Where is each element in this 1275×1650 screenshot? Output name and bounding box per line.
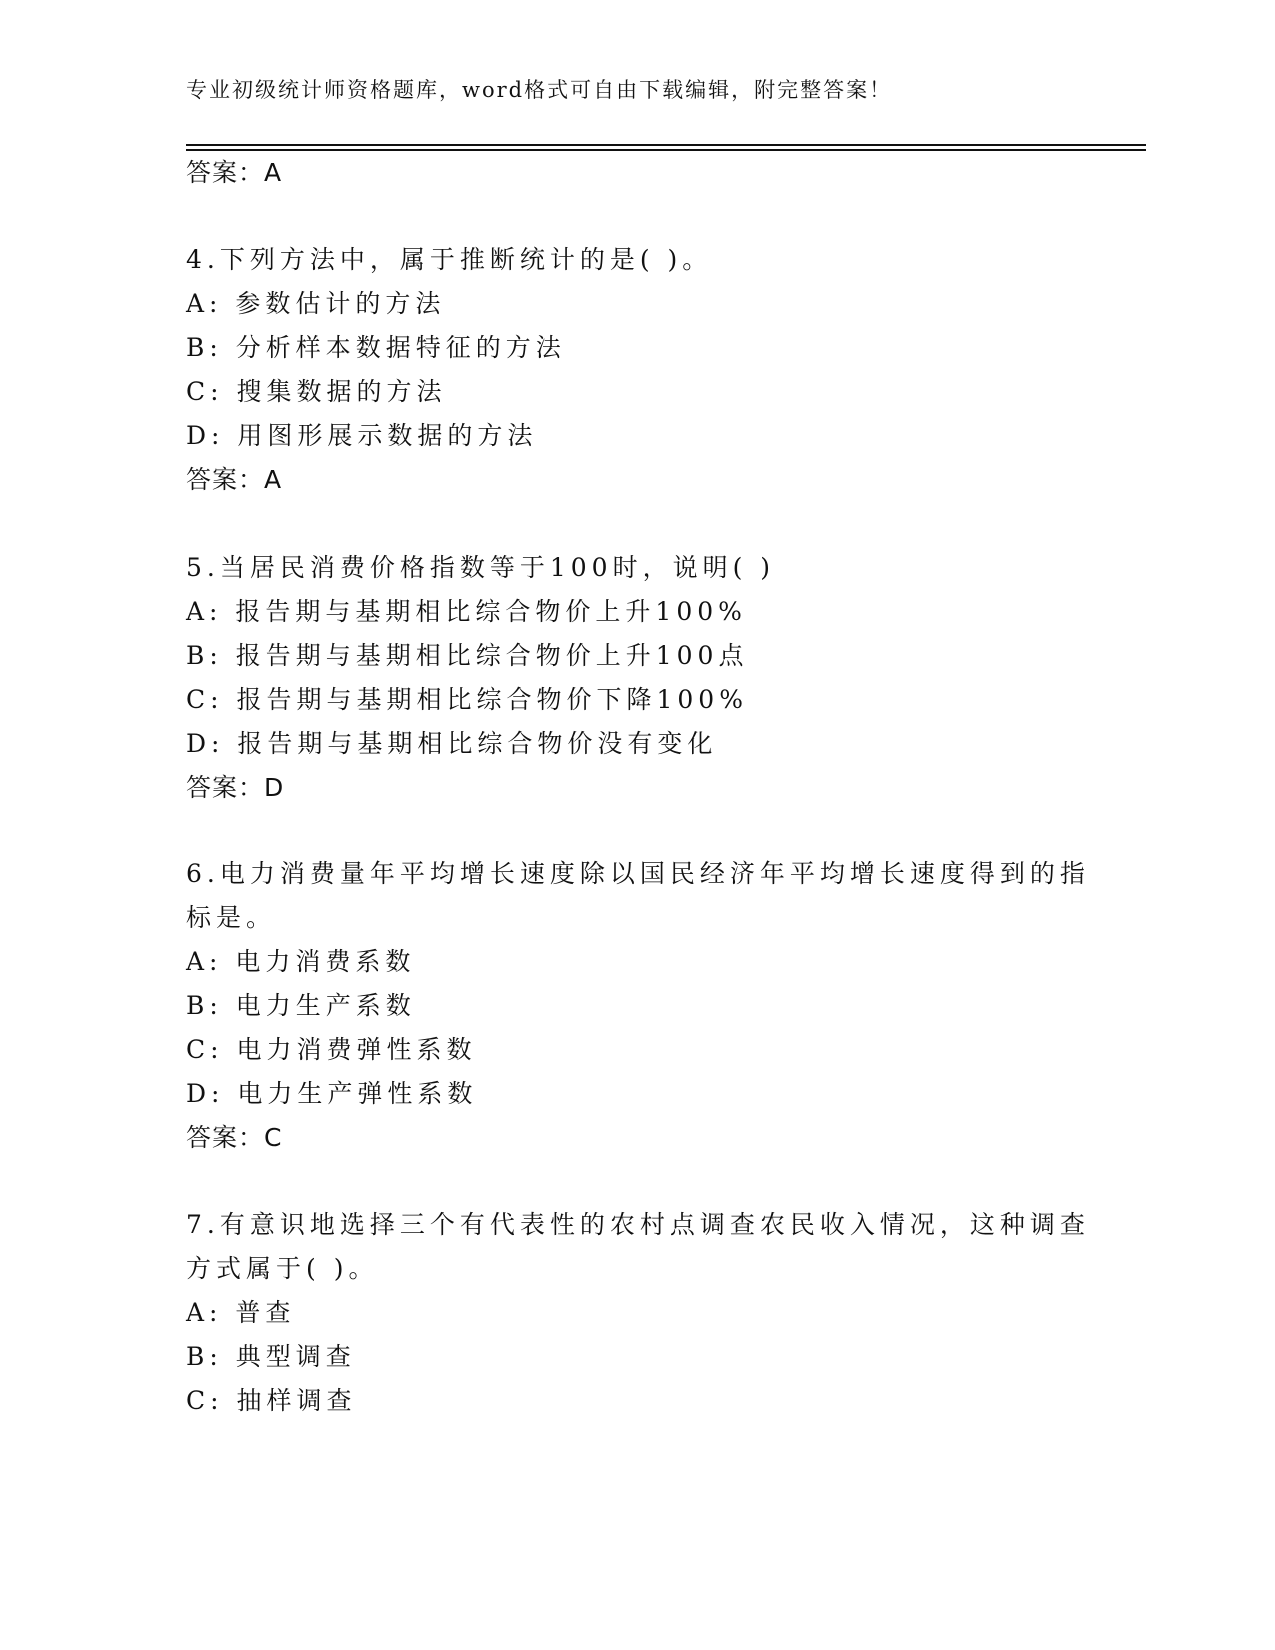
header-rule-thick: [186, 144, 1146, 146]
question-5-option-b: B: 报告期与基期相比综合物价上升100点: [186, 641, 749, 670]
question-7-option-b: B: 典型调查: [186, 1342, 356, 1371]
question-6-option-c: C: 电力消费弹性系数: [186, 1035, 477, 1064]
question-4-option-a: A: 参数估计的方法: [186, 289, 446, 318]
question-5-stem: 5.当居民消费价格指数等于100时，说明( ): [186, 553, 776, 582]
question-7-stem-line-1: 7.有意识地选择三个有代表性的农村点调查农民收入情况，这种调查: [186, 1210, 1090, 1239]
question-7-stem-line-2: 方式属于( )。: [186, 1254, 379, 1283]
page-header: 专业初级统计师资格题库，word格式可自由下载编辑，附完整答案！: [186, 78, 893, 102]
question-5-option-a: A: 报告期与基期相比综合物价上升100%: [186, 597, 747, 626]
answer-q6: 答案：C: [186, 1123, 283, 1152]
question-5-option-c: C: 报告期与基期相比综合物价下降100%: [186, 685, 748, 714]
question-5-option-d: D: 报告期与基期相比综合物价没有变化: [186, 729, 718, 758]
question-6-stem-line-1: 6.电力消费量年平均增长速度除以国民经济年平均增长速度得到的指: [186, 859, 1090, 888]
question-4-option-d: D: 用图形展示数据的方法: [186, 421, 538, 450]
question-4-stem: 4.下列方法中，属于推断统计的是( )。: [186, 245, 713, 274]
question-6-option-a: A: 电力消费系数: [186, 947, 416, 976]
header-rule-thin: [186, 149, 1146, 151]
answer-q4: 答案：A: [186, 465, 283, 494]
question-7-option-c: C: 抽样调查: [186, 1386, 357, 1415]
answer-q5: 答案：D: [186, 773, 285, 802]
question-6-option-d: D: 电力生产弹性系数: [186, 1079, 478, 1108]
question-4-option-b: B: 分析样本数据特征的方法: [186, 333, 566, 362]
question-7-option-a: A: 普查: [186, 1298, 296, 1327]
question-6-stem-line-2: 标是。: [186, 903, 277, 932]
question-4-option-c: C: 搜集数据的方法: [186, 377, 447, 406]
question-6-option-b: B: 电力生产系数: [186, 991, 416, 1020]
answer-q3: 答案：A: [186, 158, 283, 187]
